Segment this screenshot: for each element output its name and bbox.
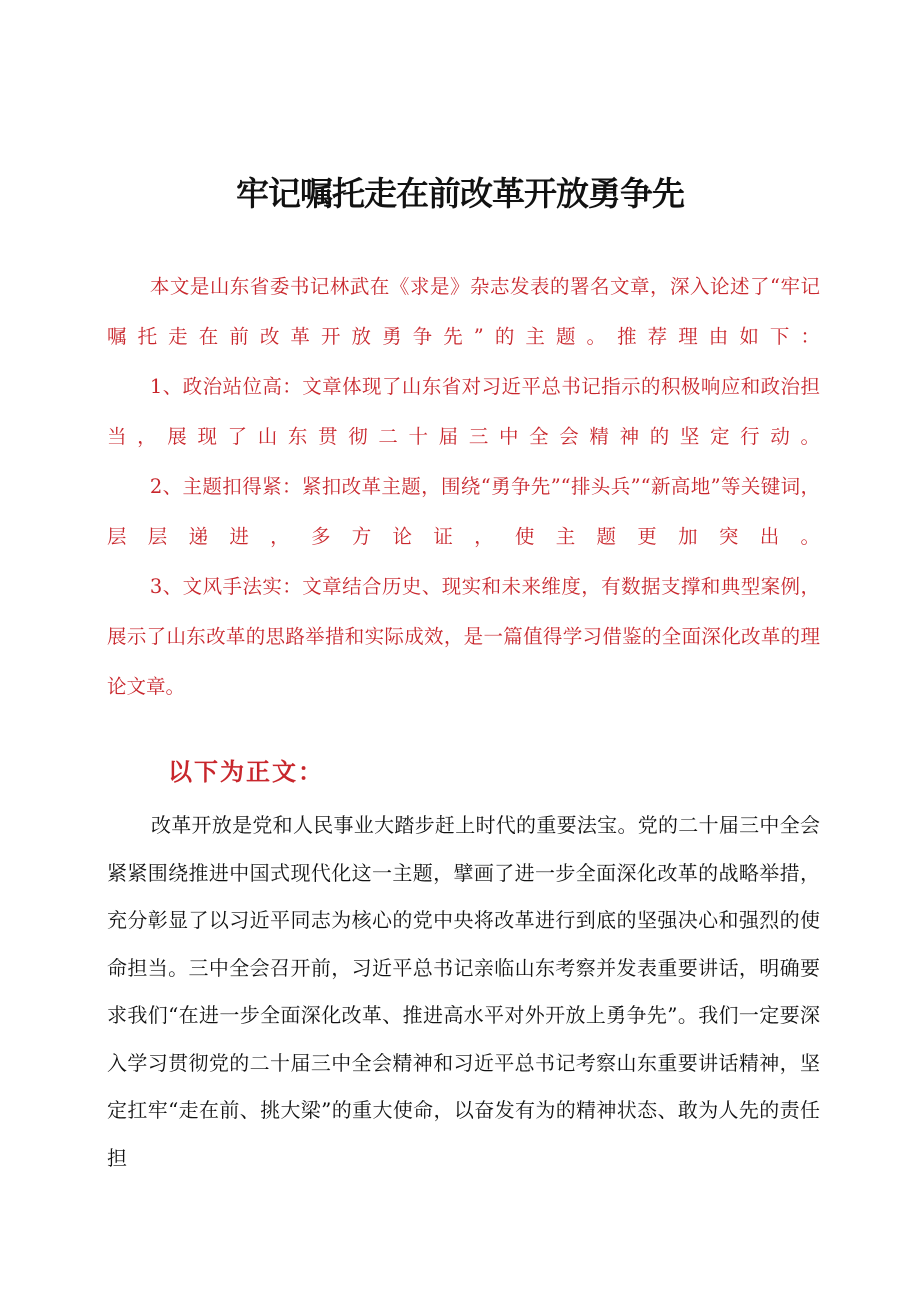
intro-summary-paragraph: 本文是山东省委书记林武在《求是》杂志发表的署名文章，深入论述了“牢记嘱托走在前改革开放勇争先”的主题。推荐理由如下：: [107, 275, 820, 348]
body-paragraph: 改革开放是党和人民事业大踏步赶上时代的重要法宝。党的二十届三中全会紧紧围绕推进中国式现代化这一主题，擘画了进一步全面深化改革的战略举措，充分彰显了以习近平同志为核心的党中央将改革进行到底的坚强决心和强烈的使命担当。三中全会召开前，习近平总书记亲临山东考察并发表重要讲话，明确要求我们“在进一步全面深化改革、推进高水平对外开放上勇争先”。我们一定要深入学习贯彻党的二十届三中全会精神和习近平总书记考察山东重要讲话精神，坚定扛牢“走在前、挑大梁”的重大使命，以奋发有为的精神状态、敢为人先的责任担: [107, 813, 820, 1170]
body-text: [107, 802, 820, 1182]
section-heading: 以下为正文：: [168, 757, 324, 786]
document-title: 牢记嘱托走在前改革开放勇争先: [236, 174, 684, 213]
recommendation-intro: [107, 262, 820, 712]
intro-reason-2: 2、主题扣得紧：紧扣改革主题，围绕“勇争先”“排头兵”“新高地”等关键词，层层递进，多方论证，使主题更加突出。: [107, 475, 820, 548]
intro-reason-3: 3、文风手法实：文章结合历史、现实和未来维度，有数据支撑和典型案例，展示了山东改革的思路举措和实际成效，是一篇值得学习借鉴的全面深化改革的理论文章。: [107, 575, 820, 698]
intro-reason-1: 1、政治站位高：文章体现了山东省对习近平总书记指示的积极响应和政治担当，展现了山东贯彻二十届三中全会精神的坚定行动。: [107, 375, 820, 448]
